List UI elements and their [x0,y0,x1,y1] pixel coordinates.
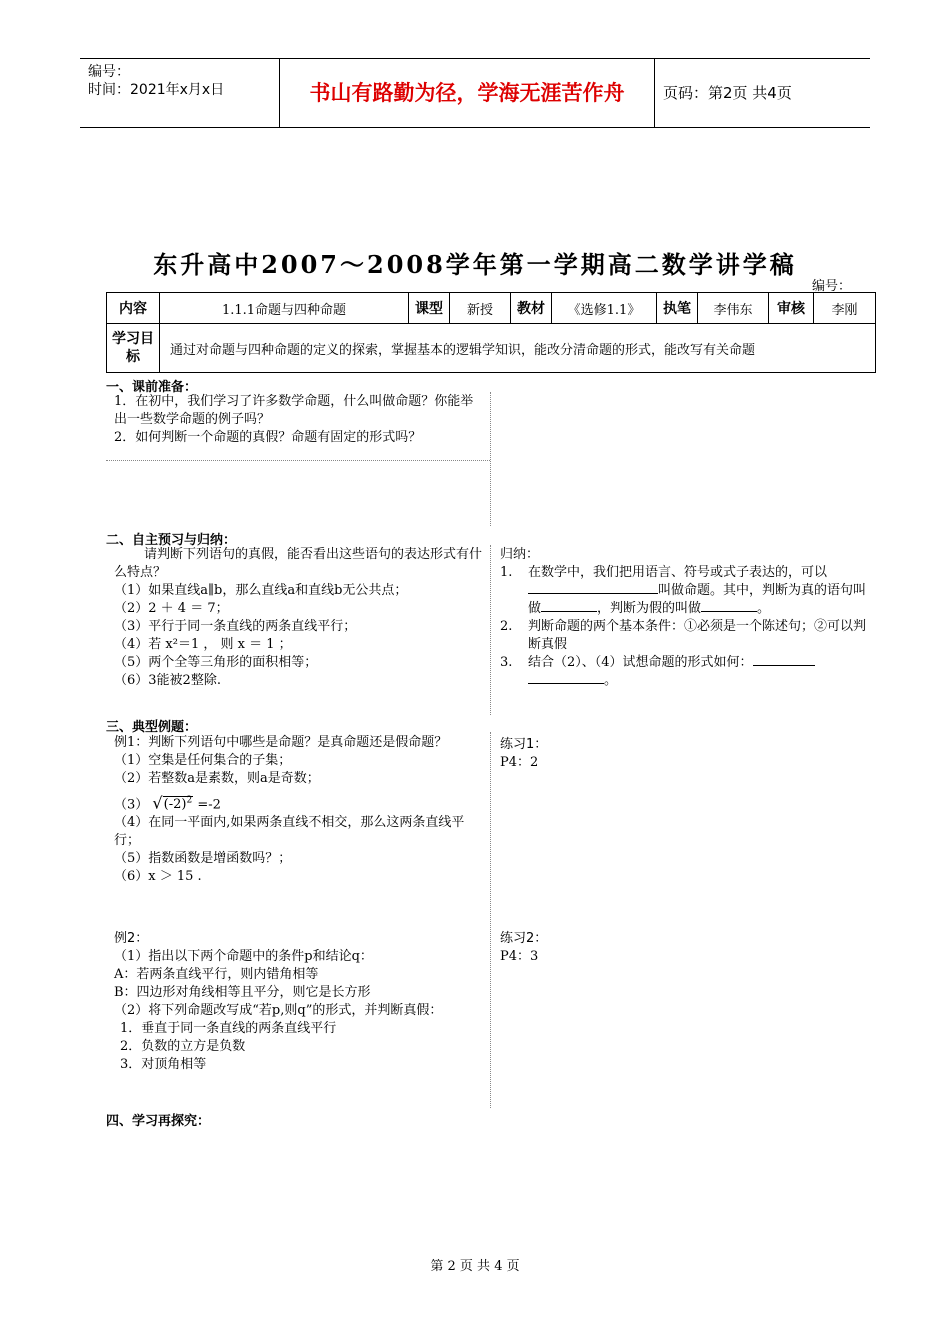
content-value: 1.1.1命题与四种命题 [160,293,409,324]
example-item: 3．对顶角相等 [120,1057,207,1072]
goal-value: 通过对命题与四种命题的定义的探索，掌握基本的逻辑学知识，能改分清命题的形式，能改写有关命题 [160,324,876,373]
summary-item-1: 1. 在数学中，我们把用语言、符号或式子表达的，可以叫做命题。其中，判断为真的语句叫做 ，判断为假的叫做 。 [500,565,867,616]
prep-question-1: 1．在初中，我们学习了许多数学命题，什么叫做命题？你能举出一些数学命题的例子吗？ [114,394,474,427]
summary-item-2: 2. 判断命题的两个基本条件：①必须是一个陈述句；②可以判断真假 [500,619,867,652]
preview-item: （3）平行于同一条直线的两条直线平行； [114,619,357,634]
preview-item: （2）2 ＋ 4 ＝ 7； [114,601,229,616]
divider [106,460,490,461]
preview-item: （6）3能被2整除. [114,673,221,688]
preview-item: （4）若 x²＝1 ， 则 x ＝ 1 ； [114,637,292,652]
header-number: 编号： [88,64,130,80]
sqrt-icon: √ [152,793,163,813]
fill-blank[interactable] [701,611,757,612]
type-label: 课型 [409,293,450,324]
fill-blank[interactable] [528,593,658,594]
example-item-formula: （3） $√(-2)^2 =-2$ [114,793,221,813]
fill-blank[interactable] [528,683,604,684]
example-2 [114,930,486,1074]
example-item: B：四边形对角线相等且平分，则它是长方形 [114,985,371,1000]
fill-blank[interactable] [541,611,597,612]
example-item: （2）若整数a是素数，则a是奇数； [114,771,320,786]
document-number: 编号： [812,279,852,294]
example-1 [114,734,486,886]
example-item: （1）空集是任何集合的子集； [114,753,292,768]
section-3-heading: 三、典型例题： [106,720,198,735]
practice-2 [500,930,547,966]
header-meta [80,59,280,127]
example-item: （1）指出以下两个命题中的条件p和结论q： [114,949,373,964]
section-1-body [114,393,486,447]
reviewer-value: 李刚 [814,293,876,324]
page-header [80,58,870,128]
practice-1-ref: P4：2 [500,755,539,770]
section-2-heading: 二、自主预习与归纳： [106,533,237,548]
fill-blank[interactable] [753,665,815,666]
preview-item: （5）两个全等三角形的面积相等； [114,655,318,670]
goal-label: 学习目标 [107,324,160,373]
example-1-title: 例1：判断下列语句中哪些是命题？是真命题还是假命题？ [114,735,448,750]
divider [490,392,491,526]
book-label: 教材 [511,293,552,324]
divider [490,545,491,715]
example-item: 2．负数的立方是负数 [120,1039,246,1054]
prep-question-2: 2．如何判断一个命题的真假？命题有固定的形式吗？ [114,430,422,445]
page-footer: 第 2 页 共 4 页 [430,1259,520,1274]
practice-1-title: 练习1： [500,737,548,752]
summary-item-3: 3. 结合（2）、（4）试想命题的形式如何： 。 [500,654,872,690]
section-2-left [114,546,486,690]
example-item: A：若两条直线平行，则内错角相等 [114,967,319,982]
example-2-title: 例2： [114,931,149,946]
reviewer-label: 审核 [769,293,814,324]
summary-label: 归纳： [500,547,540,562]
header-page: 页码：第2页 共4页 [663,84,792,102]
section-4-heading: 四、学习再探究： [106,1114,211,1129]
preview-item: （1）如果直线a∥b，那么直线a和直线b无公共点； [114,583,408,598]
practice-2-ref: P4：3 [500,949,539,964]
practice-1 [500,736,547,772]
document-title: 东升高中2007～2008学年第一学期高二数学讲学稿 [153,250,797,279]
example-item: （4）在同一平面内,如果两条直线不相交，那么这两条直线平行； [114,815,465,848]
content-label: 内容 [107,293,160,324]
example-item: 1．垂直于同一条直线的两条直线平行 [120,1021,337,1036]
info-table [106,292,876,373]
example-item: （5）指数函数是增函数吗？； [114,851,292,866]
book-value: 《选修1.1》 [552,293,657,324]
type-value: 新授 [450,293,511,324]
summary-block [500,546,872,690]
preview-intro: 请判断下列语句的真假，能否看出这些语句的表达形式有什么特点？ [114,547,483,580]
example-item: （6）x ＞ 15 . [114,869,202,884]
radicand: $(-2)^2$ [163,796,193,813]
author-value: 李伟东 [698,293,769,324]
example-item: （2）将下列命题改写成“若p,则q”的形式，并判断真假： [114,1003,443,1018]
practice-2-title: 练习2： [500,931,548,946]
header-motto: 书山有路勤为径，学海无涯苦作舟 [280,59,655,127]
author-label: 执笔 [657,293,698,324]
section-1-heading: 一、课前准备： [106,380,198,395]
divider [490,732,491,1108]
header-time: 时间：2021年x月x日 [88,82,225,98]
